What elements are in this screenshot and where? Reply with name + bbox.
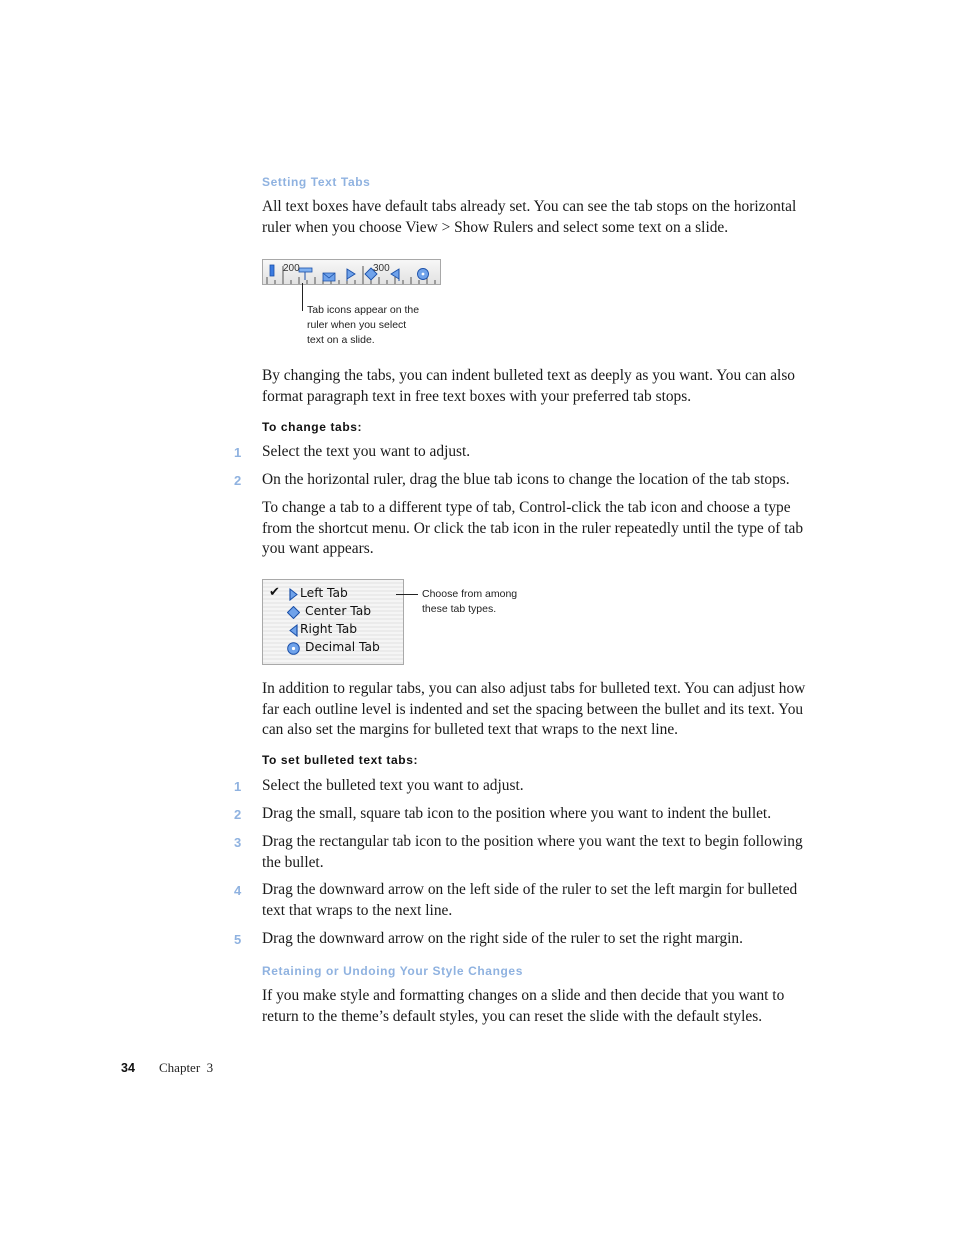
ruler-illustration [262, 259, 441, 285]
envelope-margin-icon [323, 273, 335, 281]
step-number: 2 [234, 473, 242, 488]
decimal-tab-icon [287, 642, 300, 655]
center-tab-icon [287, 606, 300, 619]
menu-item-center-tab[interactable]: Center Tab [263, 603, 403, 621]
ruler-mark-300: 300 [373, 263, 390, 274]
ruler-caption: Tab icons appear on the ruler when you select text on a slide. [307, 304, 420, 346]
paragraph-margin-icon [270, 265, 274, 276]
step-number: 1 [234, 779, 242, 794]
checkmark-icon: ✔ [269, 585, 280, 600]
left-tab-icon [347, 269, 355, 281]
menu-item-left-tab[interactable]: ✔ Left Tab [269, 585, 348, 600]
steps-heading-change-tabs: To change tabs: [262, 420, 363, 434]
step-text: Drag the small, square tab icon to the position where you want to indent the bullet. [262, 805, 772, 822]
paragraph-indent-bulleted: By changing the tabs, you can indent bulleted text as deeply as you want. You can also format paragraph text in free text boxes with your preferred tab stops. [262, 367, 796, 405]
paragraph-bulleted-tabs: In addition to regular tabs, you can also adjust tabs for bulleted text. You can adjust how far each outline level is indented and set the spacing between the bullet and its text. You can also set the margins for bulleted text that wraps to the next line. [262, 680, 806, 738]
step-text: Drag the rectangular tab icon to the position where you want the text to begin following the bullet. [262, 833, 803, 871]
step-number: 1 [234, 445, 242, 460]
menu-item-decimal-tab[interactable]: Decimal Tab [263, 639, 403, 657]
menu-caption: Choose from among these tab types. [422, 588, 518, 615]
page-number: 34 [121, 1061, 135, 1075]
tab-type-menu [262, 579, 404, 665]
ruler-callout-line [302, 283, 303, 311]
step-number: 2 [234, 807, 242, 822]
menu-callout-line [396, 594, 418, 595]
section-heading-setting-text-tabs: Setting Text Tabs [262, 175, 371, 189]
right-tab-icon [287, 624, 300, 637]
left-tab-icon [287, 588, 300, 601]
step-number: 4 [234, 883, 242, 898]
step-text: Select the bulleted text you want to adjust. [262, 777, 524, 794]
step-number: 3 [234, 835, 242, 850]
steps-heading-bulleted-tabs: To set bulleted text tabs: [262, 753, 419, 767]
step-number: 5 [234, 932, 242, 947]
section-heading-retaining-style: Retaining or Undoing Your Style Changes [262, 964, 523, 978]
menu-item-right-tab[interactable]: Right Tab [263, 621, 403, 639]
paragraph-default-tabs: All text boxes have default tabs already set. You can see the tab stops on the horizontal ruler when you choose View > Show Rulers and select some text on a slide. [262, 198, 797, 236]
chapter-label: Chapter 3 [159, 1060, 214, 1075]
step-text: On the horizontal ruler, drag the blue tab icons to change the location of the tab stops. [262, 471, 790, 488]
decimal-tab-icon [418, 269, 429, 280]
ruler-mark-200: 200 [283, 263, 300, 274]
paragraph-control-click: To change a tab to a different type of tab, Control-click the tab icon and choose a type from the shortcut menu. Or click the tab icon in the ruler repeatedly until the type of tab you want appears. [262, 499, 804, 557]
step-text: Drag the downward arrow on the left side of the ruler to set the left margin for bulleted text that wraps to the next line. [262, 881, 798, 919]
paragraph-reset-slide: If you make style and formatting changes on a slide and then decide that you want to return to the theme’s default styles, you can reset the slide with the default styles. [262, 987, 785, 1025]
indent-marker-icon [299, 268, 312, 280]
step-text: Select the text you want to adjust. [262, 443, 471, 460]
step-text: Drag the downward arrow on the right side of the ruler to set the right margin. [262, 930, 743, 947]
